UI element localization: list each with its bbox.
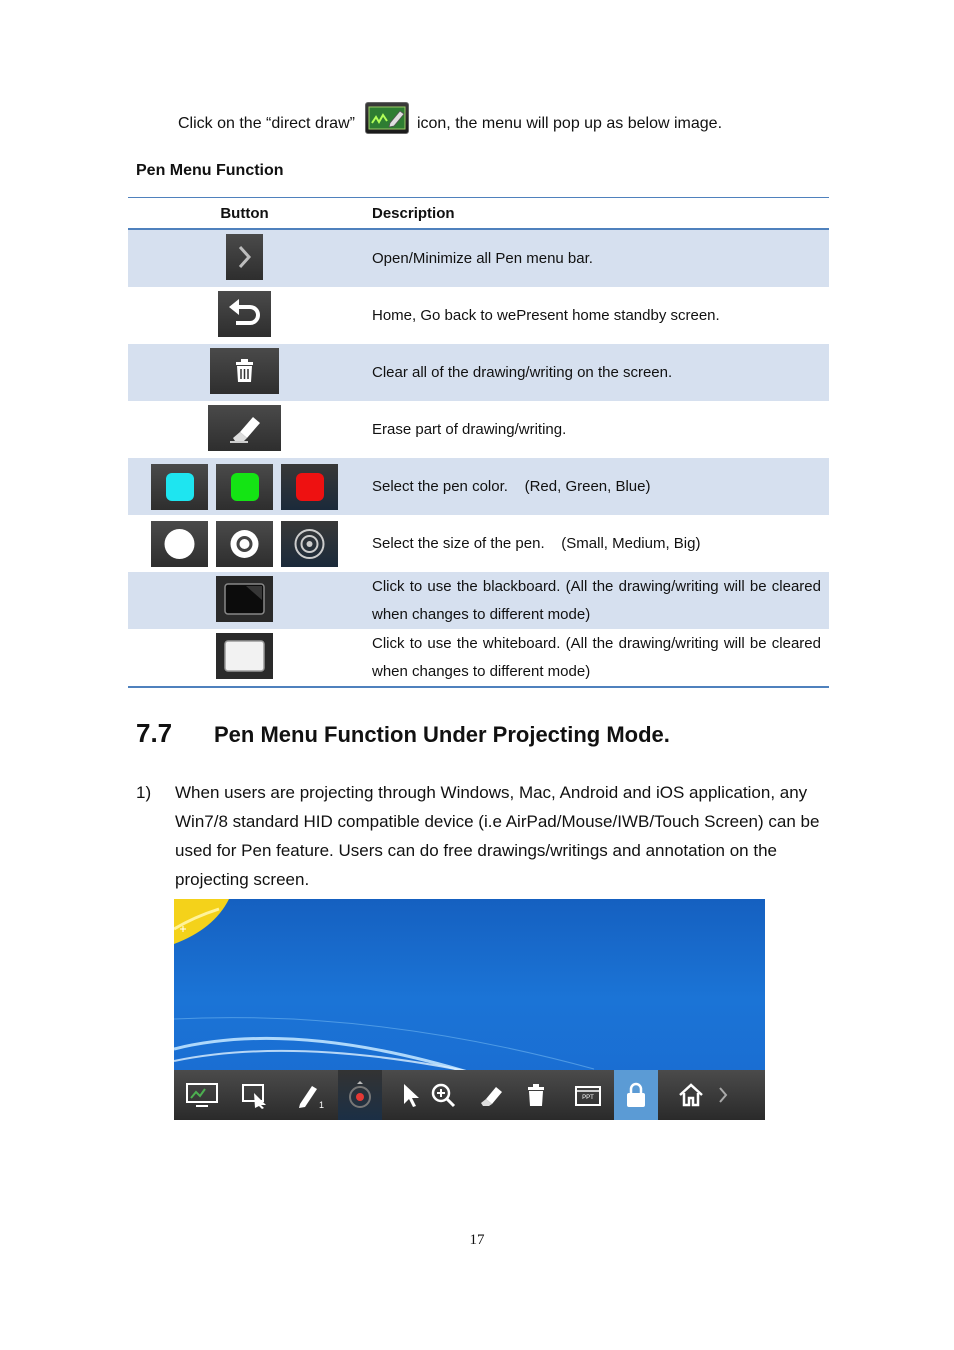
description-cell: Select the size of the pen. (Small, Medium, Big) xyxy=(372,534,701,552)
eraser-button[interactable] xyxy=(468,1070,514,1120)
heading-number: 7.7 xyxy=(136,718,173,748)
button-cell xyxy=(128,629,361,687)
numbered-paragraph xyxy=(136,778,826,894)
table-header-row xyxy=(128,198,829,230)
pen-menu-table xyxy=(128,197,829,688)
red-color-button[interactable] xyxy=(281,464,338,510)
table-row xyxy=(128,229,829,287)
ppt-button[interactable] xyxy=(562,1070,614,1120)
trash-icon[interactable] xyxy=(210,348,279,394)
button-cell xyxy=(128,572,361,629)
page-number: 17 xyxy=(469,1232,485,1248)
paragraph-label: 1) xyxy=(136,783,152,802)
table-row xyxy=(128,344,829,401)
section-7-7-heading xyxy=(136,718,670,749)
green-color-button[interactable] xyxy=(216,464,273,510)
description-cell: Click to use the whiteboard. (All the drawing/writing will be cleared when changes to different mode) xyxy=(361,629,829,687)
select-box-button[interactable] xyxy=(230,1070,280,1120)
direct-draw-icon xyxy=(365,102,409,134)
table-row xyxy=(128,287,829,344)
section-heading: Pen Menu Function xyxy=(136,162,284,179)
red-swatch-icon xyxy=(296,473,324,501)
whiteboard-button[interactable] xyxy=(216,633,273,679)
back-home-icon[interactable] xyxy=(218,291,271,337)
description-cell: Select the pen color. (Red, Green, Blue) xyxy=(361,458,829,515)
eraser-icon xyxy=(476,1081,506,1109)
description-cell: Click to use the blackboard. (All the drawing/writing will be cleared when changes to different mode) xyxy=(361,572,829,629)
description-cell: Home, Go back to wePresent home standby screen. xyxy=(372,306,720,324)
paragraph-text: When users are projecting through Windows, Mac, Android and iOS application, any Win7/8 standard HID compatible device (i.e AirPad/Mouse/IWB/Touch Screen) can be used for Pen feature. Users can do free drawings/writings and annotation on the projecting screen. xyxy=(175,783,820,889)
lock-icon xyxy=(623,1080,649,1110)
button-cell xyxy=(128,229,361,287)
chevron-right-icon[interactable] xyxy=(226,234,263,280)
table-row xyxy=(128,515,829,572)
projecting-pen-toolbar xyxy=(174,1070,765,1120)
description-cell: Erase part of drawing/writing. xyxy=(372,420,567,438)
trash-button[interactable] xyxy=(514,1070,558,1120)
ring-big-icon xyxy=(281,521,338,567)
circle-large-icon xyxy=(151,521,208,567)
whiteboard-icon xyxy=(216,633,273,679)
lock-button[interactable] xyxy=(614,1070,658,1120)
table-row xyxy=(128,629,829,687)
chevron-right-icon xyxy=(716,1083,730,1107)
table-row xyxy=(128,572,829,629)
color-record-icon xyxy=(345,1080,375,1110)
blackboard-icon xyxy=(216,576,273,622)
description-cell: Open/Minimize all Pen menu bar. xyxy=(361,229,829,287)
desktop-draw-icon xyxy=(184,1081,220,1109)
ring-medium-icon xyxy=(216,521,273,567)
ppt-badge: PPT xyxy=(582,1095,594,1101)
zoom-in-button[interactable] xyxy=(426,1070,460,1120)
pen-size-medium-button[interactable] xyxy=(216,521,273,567)
cyan-swatch-icon xyxy=(166,473,194,501)
intro-line xyxy=(178,102,722,146)
pointer-button[interactable] xyxy=(396,1070,426,1120)
button-cell xyxy=(128,401,361,458)
pen-button[interactable] xyxy=(280,1070,338,1120)
green-swatch-icon xyxy=(231,473,259,501)
home-button[interactable] xyxy=(670,1070,712,1120)
header-button: Button xyxy=(128,198,361,230)
desktop-draw-button[interactable] xyxy=(174,1070,230,1120)
zoom-in-icon xyxy=(429,1081,457,1109)
toolbar-expand-button[interactable] xyxy=(712,1070,734,1120)
button-cell xyxy=(128,287,361,344)
button-cell xyxy=(128,458,361,515)
heading-title: Pen Menu Function Under Projecting Mode. xyxy=(214,722,670,747)
description-cell: Clear all of the drawing/writing on the screen. xyxy=(361,344,829,401)
cyan-color-button[interactable] xyxy=(151,464,208,510)
table-row xyxy=(128,458,829,515)
header-description: Description xyxy=(361,198,829,230)
pen-badge: 1 xyxy=(318,1100,324,1110)
intro-text-before: Click on the “direct draw” xyxy=(178,115,355,132)
pen-size-small-button[interactable] xyxy=(151,521,208,567)
projecting-screenshot xyxy=(174,899,765,1120)
home-icon xyxy=(677,1081,705,1109)
color-record-button[interactable] xyxy=(338,1070,382,1120)
table-row xyxy=(128,401,829,458)
eraser-icon[interactable] xyxy=(208,405,281,451)
select-box-icon xyxy=(240,1081,270,1109)
intro-text-after: icon, the menu will pop up as below image. xyxy=(416,115,723,132)
pen-size-big-button[interactable] xyxy=(281,521,338,567)
blackboard-button[interactable] xyxy=(216,576,273,622)
button-cell xyxy=(128,515,361,572)
trash-icon xyxy=(524,1081,548,1109)
pointer-icon xyxy=(399,1081,423,1109)
button-cell xyxy=(128,344,361,401)
